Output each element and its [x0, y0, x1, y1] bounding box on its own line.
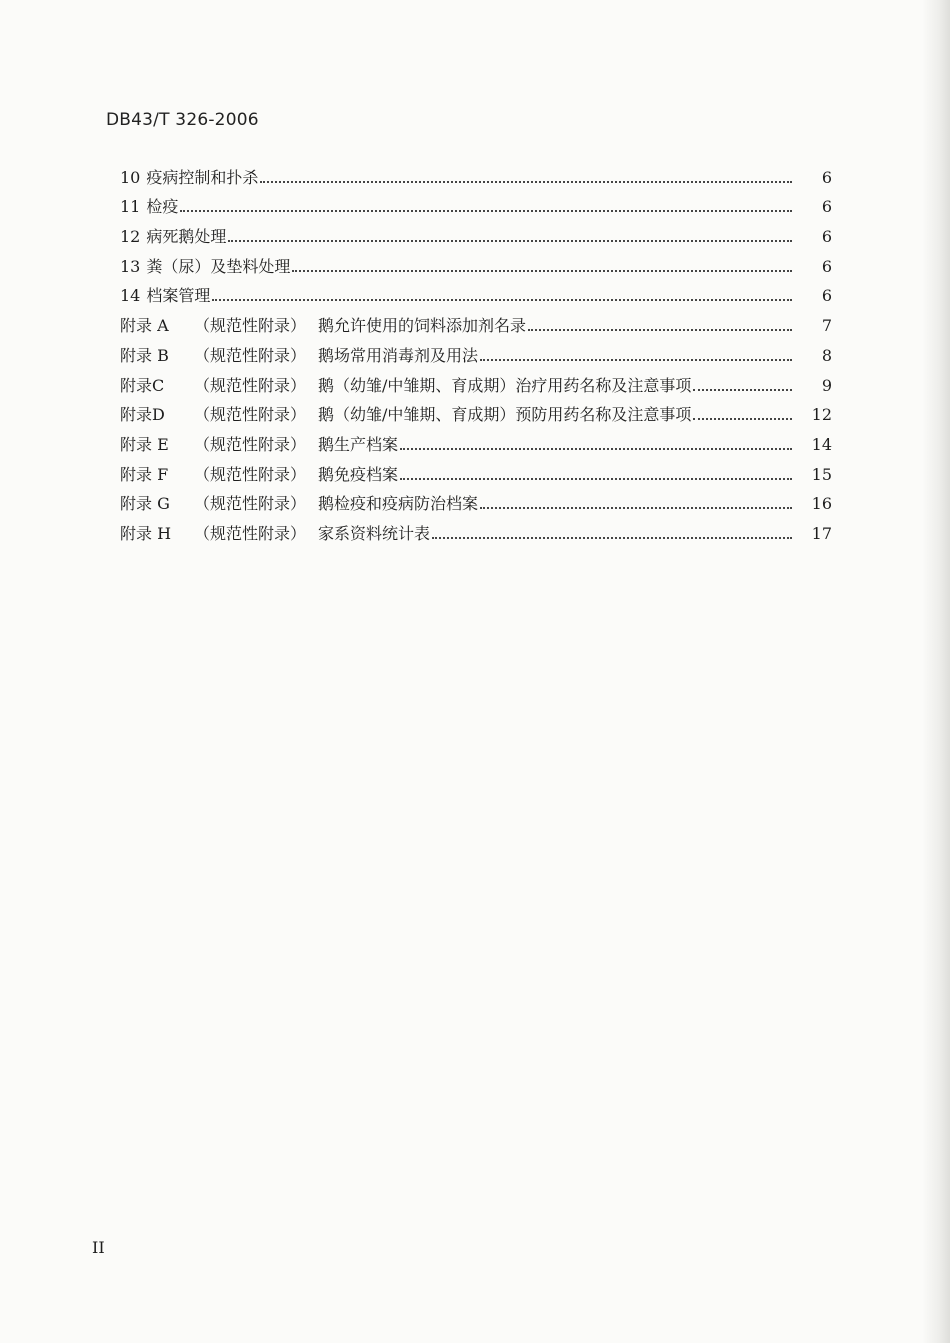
toc-appendix-a[interactable]	[120, 306, 832, 336]
toc-entry-11[interactable]	[120, 188, 832, 218]
appendix-label: 附录 H	[120, 523, 172, 543]
toc-leader-dots	[260, 181, 792, 183]
toc-leader-dots	[528, 329, 792, 331]
appendix-page: 14	[811, 434, 832, 454]
toc-leader-dots	[212, 299, 792, 301]
toc-entry-page: 6	[821, 227, 832, 247]
appendix-title: 家系资料统计表	[318, 523, 431, 543]
toc-entry-14[interactable]	[120, 277, 832, 307]
appendix-page: 15	[811, 464, 832, 484]
footer-page-number: II	[92, 1238, 105, 1257]
appendix-title: 鹅允许使用的饲料添加剂名录	[318, 316, 527, 336]
toc-leader-dots	[292, 270, 792, 272]
appendix-title: 鹅场常用消毒剂及用法	[318, 345, 479, 365]
toc-leader-dots	[400, 478, 792, 480]
toc-entry-title: 粪（尿）及垫料处理	[146, 256, 291, 276]
document-code: DB43/T 326-2006	[106, 110, 259, 130]
appendix-label: 附录 B	[120, 345, 169, 365]
toc-entry-number: 14	[120, 286, 141, 306]
toc-leader-dots	[432, 537, 792, 539]
toc-appendix-h[interactable]	[120, 514, 832, 544]
appendix-title: 鹅生产档案	[318, 434, 399, 454]
toc-appendix-f[interactable]	[120, 455, 832, 485]
appendix-type: （规范性附录）	[194, 375, 307, 395]
toc-leader-dots	[693, 389, 792, 391]
toc-leader-dots	[480, 507, 792, 509]
appendix-type: （规范性附录）	[194, 434, 307, 454]
toc-entry-page: 6	[821, 197, 832, 217]
appendix-type: （规范性附录）	[194, 316, 307, 336]
toc-appendix-g[interactable]	[120, 485, 832, 515]
appendix-type: （规范性附录）	[194, 345, 307, 365]
toc-entry-title: 检疫	[146, 197, 179, 217]
toc-leader-dots	[400, 448, 792, 450]
toc-leader-dots	[480, 359, 792, 361]
appendix-type: （规范性附录）	[194, 494, 307, 514]
appendix-page: 12	[811, 405, 832, 425]
toc-entry-title: 病死鹅处理	[146, 227, 227, 247]
toc-leader-dots	[228, 240, 792, 242]
appendix-type: （规范性附录）	[194, 523, 307, 543]
toc-entry-page: 6	[821, 167, 832, 187]
toc-entry-title: 档案管理	[146, 286, 211, 306]
toc-entry-12[interactable]	[120, 217, 832, 247]
appendix-label: 附录C	[120, 375, 165, 395]
appendix-type: （规范性附录）	[194, 464, 307, 484]
toc-leader-dots	[693, 418, 792, 420]
toc-appendix-b[interactable]	[120, 336, 832, 366]
appendix-title: 鹅（幼雏/中雏期、育成期）治疗用药名称及注意事项	[318, 375, 692, 395]
toc-entry-number: 13	[120, 256, 141, 276]
toc-entry-10[interactable]	[120, 158, 832, 188]
appendix-title: 鹅检疫和疫病防治档案	[318, 494, 479, 514]
toc-entry-number: 11	[120, 197, 141, 217]
toc-entry-page: 6	[821, 286, 832, 306]
appendix-page: 8	[821, 345, 832, 365]
toc-entry-number: 12	[120, 227, 141, 247]
appendix-label: 附录 F	[120, 464, 169, 484]
appendix-page: 9	[821, 375, 832, 395]
appendix-label: 附录 A	[120, 316, 169, 336]
appendix-label: 附录 E	[120, 434, 169, 454]
appendix-page: 16	[811, 494, 832, 514]
page-edge-shadow	[922, 0, 950, 1343]
table-of-contents	[120, 158, 832, 544]
appendix-page: 17	[811, 523, 832, 543]
toc-entry-13[interactable]	[120, 247, 832, 277]
toc-leader-dots	[180, 210, 792, 212]
toc-entry-number: 10	[120, 167, 141, 187]
appendix-page: 7	[821, 316, 832, 336]
toc-appendix-d[interactable]	[120, 396, 832, 426]
appendix-type: （规范性附录）	[194, 405, 307, 425]
toc-entry-page: 6	[821, 256, 832, 276]
appendix-label: 附录D	[120, 405, 165, 425]
appendix-label: 附录 G	[120, 494, 170, 514]
toc-appendix-e[interactable]	[120, 425, 832, 455]
appendix-title: 鹅（幼雏/中雏期、育成期）预防用药名称及注意事项	[318, 405, 692, 425]
toc-appendix-c[interactable]	[120, 366, 832, 396]
toc-entry-title: 疫病控制和扑杀	[146, 167, 259, 187]
appendix-title: 鹅免疫档案	[318, 464, 399, 484]
